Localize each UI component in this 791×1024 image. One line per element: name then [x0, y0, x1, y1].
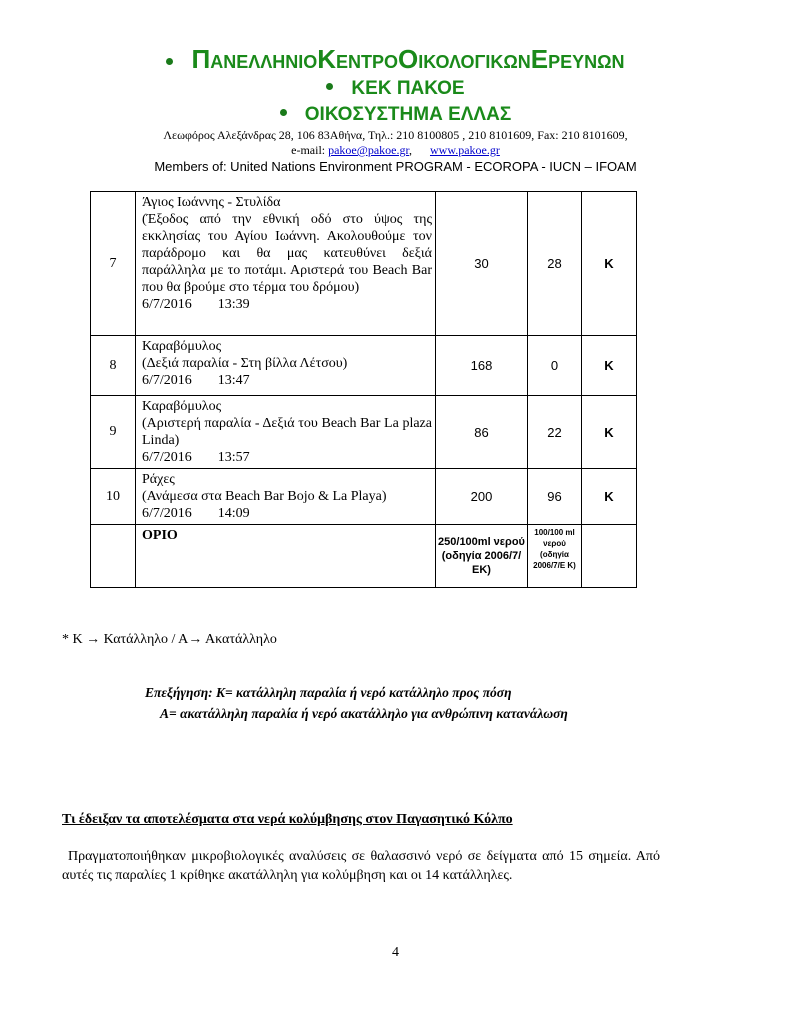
sample-datetime — [142, 372, 432, 389]
contact-line — [0, 143, 791, 158]
limit-value-1: 250/100ml νερού (οδηγία 2006/7/ΕΚ) — [436, 525, 528, 588]
sample-time: 14:09 — [217, 506, 250, 521]
sample-datetime — [142, 449, 432, 466]
sample-time: 13:39 — [217, 297, 250, 312]
table-row — [91, 469, 637, 525]
limit-empty-cell — [582, 525, 637, 588]
row-location — [136, 192, 436, 336]
location-text: Ράχες — [142, 472, 175, 487]
limit-label: ΟΡΙΟ — [136, 525, 436, 588]
address: Λεωφόρος Αλεξάνδρας 28, 106 83Αθήνα, Τηλ.: 210 8100805 , 210 8101609, Fax: 210 8101609, — [163, 128, 628, 142]
website-link[interactable]: www.pakoe.gr — [429, 143, 500, 157]
sample-time: 13:57 — [217, 450, 250, 465]
org-name-rest: ΕΝΤΡΟ — [336, 52, 399, 72]
location-text: (Δεξιά παραλία - Στη βίλλα Λέτσου) — [142, 356, 348, 371]
bullet-icon — [326, 83, 333, 90]
row-location — [136, 396, 436, 469]
location-text: Καραβόμυλος — [142, 339, 222, 354]
members-line: Members of: United Nations Environment PROGRAM - ECOROPA - IUCN – IFOAM — [154, 159, 637, 174]
org-name-capital: Π — [191, 44, 211, 74]
row-location — [136, 336, 436, 396]
org-name-line — [0, 44, 791, 75]
page-number: 4 — [392, 945, 399, 960]
location-text: (Ανάμεσα στα Beach Bar Bojo & La Playa) — [142, 489, 387, 504]
value-1: 200 — [436, 469, 528, 525]
results-table — [90, 191, 637, 588]
org-name-rest: ΑΝΕΛΛΗΝΙΟ — [210, 52, 318, 72]
org-subtitle-line — [0, 78, 791, 100]
result: K — [582, 336, 637, 396]
bullet-icon — [166, 58, 173, 65]
sample-date: 6/7/2016 — [142, 506, 192, 521]
value-1: 168 — [436, 336, 528, 396]
row-location — [136, 469, 436, 525]
value-2: 96 — [528, 469, 582, 525]
row-number: 7 — [91, 192, 136, 336]
sample-date: 6/7/2016 — [142, 373, 192, 388]
table-row — [91, 336, 637, 396]
email-label: e-mail: — [291, 143, 329, 157]
location-text: (Αριστερή παραλία - Δεξιά του Beach Bar La plaza Linda) — [142, 416, 432, 448]
location-text: (Έξοδος από την εθνική οδό στο ύψος της εκκλησίας του Αγίου Ιωάννη. Ακολουθούμε τον παράδρομο και θα μας κατευθύνει δεξιά παράλληλα με το ποτάμι. Αριστερά του Beach Bar που θα βρούμε στο τέρμα του δρόμου) — [142, 212, 432, 295]
org-name-rest: ΡΕΥΝΩΝ — [548, 52, 625, 72]
result: K — [582, 192, 637, 336]
explanation-line-1: Επεξήγηση: Κ= κατάλληλη παραλία ή νερό κατάλληλο προς πόση — [145, 685, 512, 700]
limit-value-2: 100/100 ml νερού (οδηγία 2006/7/Ε Κ) — [528, 525, 582, 588]
value-2: 22 — [528, 396, 582, 469]
results-paragraph: Πραγματοποιήθηκαν μικροβιολογικές αναλύσεις σε θαλασσινό νερό σε δείγματα από 15 σημεία. Από αυτές τις παραλίες 1 κρίθηκε ακατάλληλη για κολύμβηση και οι 14 κατάλληλες. — [62, 849, 660, 883]
org-program-line — [0, 104, 791, 126]
value-1: 30 — [436, 192, 528, 336]
explanation-line-2: Α= ακατάλληλη παραλία ή νερό ακατάλληλο για ανθρώπινη κατανάλωση — [160, 706, 568, 721]
row-number: 9 — [91, 396, 136, 469]
org-name — [191, 44, 625, 74]
bullet-icon — [280, 109, 287, 116]
org-name-rest: ΙΚΟΛΟΓΙΚΩΝ — [418, 52, 531, 72]
sample-date: 6/7/2016 — [142, 450, 192, 465]
value-2: 28 — [528, 192, 582, 336]
location-text: Καραβόμυλος — [142, 399, 222, 414]
sample-date: 6/7/2016 — [142, 297, 192, 312]
limit-empty-cell — [91, 525, 136, 588]
org-name-capital: Ε — [530, 44, 549, 74]
location-text: Άγιος Ιωάννης - Στυλίδα — [142, 195, 281, 210]
org-program: ΟΙΚΟΣΥΣΤΗΜΑ ΕΛΛΑΣ — [304, 104, 512, 125]
org-name-capital: Ο — [398, 44, 419, 74]
result: K — [582, 469, 637, 525]
result: K — [582, 396, 637, 469]
row-number: 10 — [91, 469, 136, 525]
org-name-capital: Κ — [317, 44, 337, 74]
legend: * Κ → Κατάλληλο / Α→ Ακατάλληλο — [62, 632, 277, 647]
table-row — [91, 396, 637, 469]
email-separator: , — [408, 143, 412, 157]
email-link[interactable]: pakoe@pakoe.gr — [328, 143, 409, 157]
value-2: 0 — [528, 336, 582, 396]
table-row — [91, 192, 637, 336]
limit-row — [91, 525, 637, 588]
section-title: Τι έδειξαν τα αποτελέσματα στα νερά κολύμβησης στον Παγασητικό Κόλπο — [62, 812, 513, 827]
sample-time: 13:47 — [217, 373, 250, 388]
value-1: 86 — [436, 396, 528, 469]
org-subtitle: ΚΕΚ ΠΑΚΟΕ — [351, 78, 465, 99]
sample-datetime — [142, 505, 432, 522]
row-number: 8 — [91, 336, 136, 396]
sample-datetime — [142, 296, 432, 313]
